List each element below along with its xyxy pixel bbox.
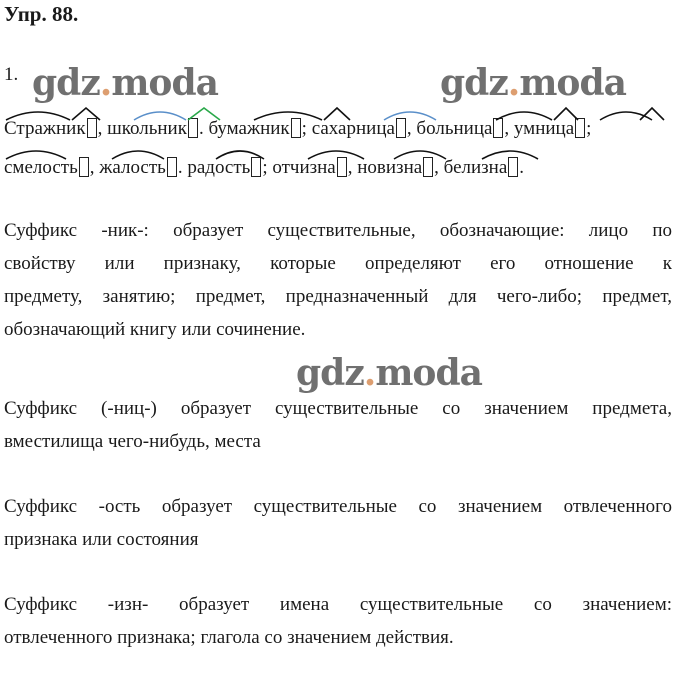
zero-ending-box <box>493 118 503 138</box>
zero-ending-box <box>167 157 177 177</box>
zero-ending-box <box>251 157 261 177</box>
punctuation: . <box>177 157 183 178</box>
paragraph-line: отвлеченного признака; глагола со значением действия. <box>4 627 454 648</box>
zero-ending-box <box>423 157 433 177</box>
zero-ending-box <box>87 118 97 138</box>
paragraph-line: признака или состояния <box>4 529 199 550</box>
analyzed-word: сахарница <box>311 118 395 139</box>
punctuation: . <box>198 118 204 139</box>
zero-ending-box <box>188 118 198 138</box>
item-number: 1. <box>4 64 19 85</box>
analyzed-word: умница <box>513 118 575 139</box>
analyzed-word: Стражник <box>4 118 86 139</box>
paragraph-suffix-ost <box>4 490 672 556</box>
zero-ending-box <box>575 118 585 138</box>
paragraph-line: обозначающий книгу или сочинение. <box>4 319 306 340</box>
punctuation: , <box>97 118 103 139</box>
paragraph-line: предмету, занятию; предмет, предназначенный для чего-либо; предмет, <box>4 286 672 307</box>
paragraph-line: Суффикс -изн- образует имена существительные со значением: <box>4 594 672 615</box>
suffix-mark <box>640 108 664 120</box>
watermark-logo: gdz.moda <box>32 62 218 104</box>
watermark-logo: gdz.moda <box>440 62 626 104</box>
analyzed-word: радость <box>187 157 251 178</box>
punctuation: , <box>504 118 510 139</box>
punctuation: , <box>347 157 353 178</box>
word-analysis-line-1 <box>4 118 591 140</box>
paragraph-suffix-nik <box>4 214 672 346</box>
zero-ending-box <box>291 118 301 138</box>
punctuation: ; <box>262 157 268 178</box>
paragraph-suffix-nits <box>4 392 672 458</box>
paragraph-line: Суффикс -ость образует существительные со значением отвлеченного <box>4 496 672 517</box>
zero-ending-box <box>337 157 347 177</box>
paragraph-suffix-izn <box>4 588 672 654</box>
watermark-logo: gdz.moda <box>296 352 482 394</box>
paragraph-line: свойству или признаку, которые определяют его отношение к <box>4 253 672 274</box>
paragraph-line: Суффикс (-ниц-) образует существительные со значением предмета, <box>4 398 672 419</box>
zero-ending-box <box>396 118 406 138</box>
analyzed-word: новизна <box>357 157 423 178</box>
paragraph-line: вместилища чего-нибудь, места <box>4 431 261 452</box>
zero-ending-box <box>508 157 518 177</box>
root-arc <box>600 112 652 120</box>
paragraph-line: Суффикс -ник-: образует существительные, обозначающие: лицо по <box>4 220 672 241</box>
zero-ending-box <box>79 157 89 177</box>
punctuation: , <box>406 118 412 139</box>
analyzed-word: школьник <box>107 118 187 139</box>
punctuation: , <box>434 157 439 178</box>
word-analysis-line-2 <box>4 157 524 179</box>
analyzed-word: белизна <box>443 157 508 178</box>
exercise-title: Упр. 88. <box>4 2 79 26</box>
punctuation: ; <box>301 118 307 139</box>
analyzed-word: смелость <box>4 157 78 178</box>
analyzed-word: жалость <box>99 157 166 178</box>
punctuation: ; <box>586 118 592 139</box>
analyzed-word: бумажник <box>208 118 290 139</box>
analyzed-word: больница <box>416 118 493 139</box>
punctuation: , <box>89 157 95 178</box>
punctuation: . <box>519 157 525 178</box>
analyzed-word: отчизна <box>272 157 336 178</box>
